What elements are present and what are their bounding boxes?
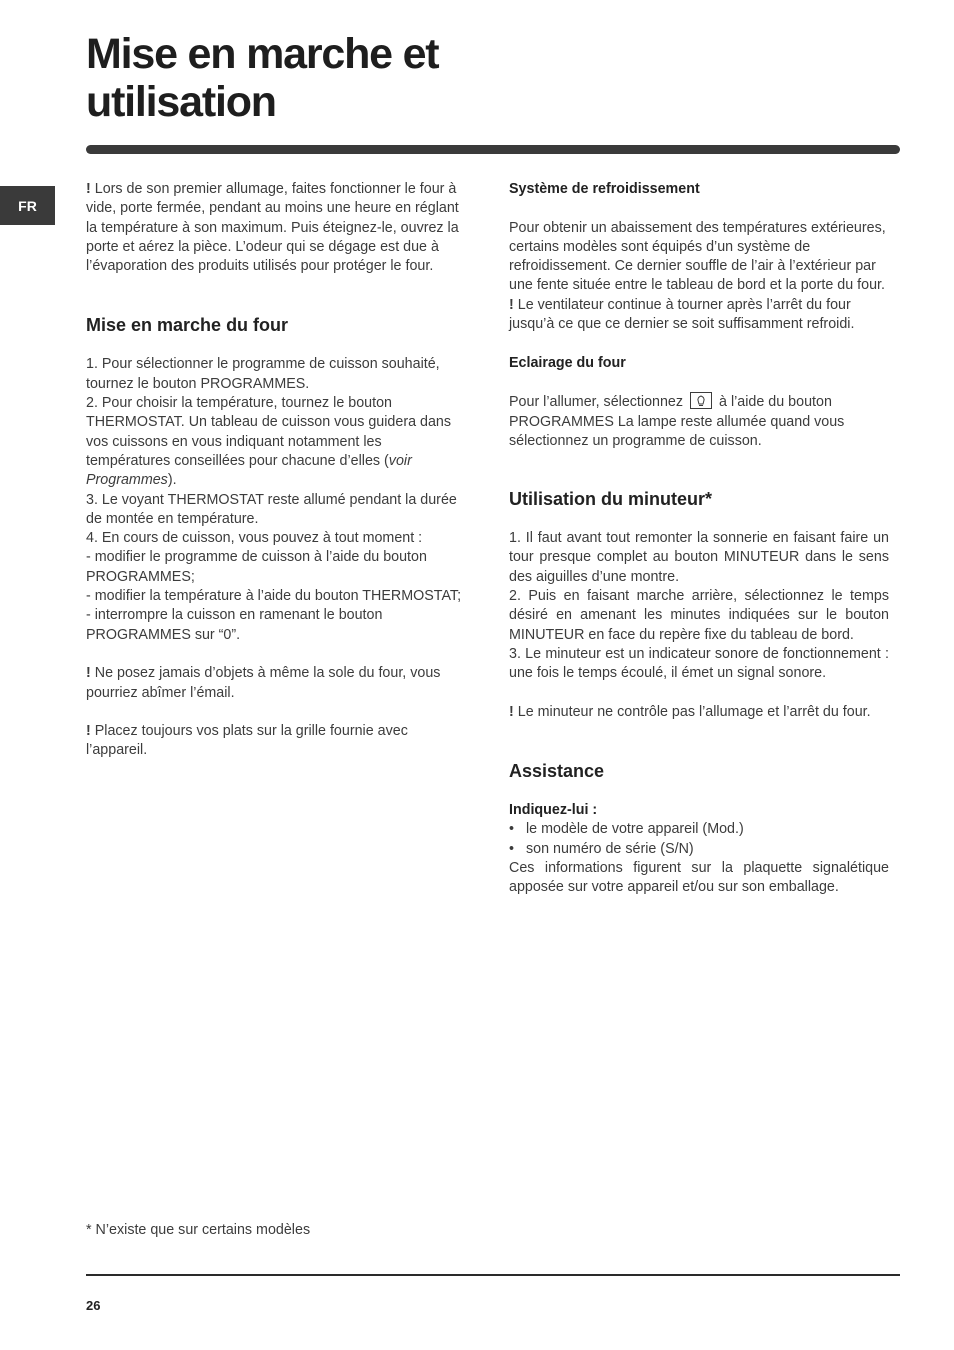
warning-sole-text: Ne posez jamais d’objets à même la sole du four, vous pourriez abîmer l’émail. [86,665,441,701]
right-column [509,180,889,898]
footnote: * N’existe que sur certains modèles [86,1222,311,1238]
step-2-end: ). [167,472,177,489]
light-text-end: à l’aide du bouton PROGRAMMES La lampe reste allumée quand vous sélectionnez un programme de cuisson. [509,394,845,449]
step-4: 4. En cours de cuisson, vous pouvez à tout moment : [86,530,423,547]
bullet-dot: • [509,821,515,838]
warning-mark: ! [86,181,91,197]
warning-mark: ! [86,723,91,740]
lamp-icon [690,392,712,409]
light-title: Eclairage du four [509,354,626,371]
step-3: 3. Le voyant THERMOSTAT reste allumé pendant la durée de montée en température. [86,491,457,527]
bullet-text: son numéro de série (S/N) [526,840,694,857]
cooling-title: Système de refroidissement [509,181,700,197]
assistance-bullet-serial [509,840,889,859]
timer-note [509,703,889,722]
assistance-bullet-model [509,820,889,839]
bottom-divider [86,1274,900,1276]
step-2 [86,394,466,490]
step-4-option-1: - modifier le programme de cuisson à l’aide du bouton PROGRAMMES; [86,549,427,585]
warning-mark: ! [509,296,514,313]
warning-mark: ! [509,703,514,720]
light-text [509,392,889,451]
warning-grille [86,722,466,761]
step-2-text: 2. Pour choisir la température, tournez le bouton THERMOSTAT. Un tableau de cuisson vous guidera dans vos cuissons en vous indiquant notamment les températures conseillées pour chacune d’elles ( [86,395,452,469]
bullet-dot: • [509,840,515,857]
step-2-reference: voir Programmes [86,452,412,489]
page-number: 26 [86,1298,101,1313]
cooling-text: Pour obtenir un abaissement des températures extérieures, certains modèles sont équipés d’un système de refroidissement. Ce dernier souffle de l’air à l’extérieur par une fente située entre le tableau de bord et la porte du four. [509,219,886,294]
assistance-subtitle: Indiquez-lui : [509,802,598,819]
language-tab: FR [0,186,55,225]
intro-text: Lors de son premier allumage, faites fonctionner le four à vide, porte fermée, pendant au moins une heure en réglant la température à son maximum. Puis éteignez-le, ouvrez la porte et aérez la pièce. L’odeur qui se dégage est due à l’évaporation des produits utilisés pour protéger le four. [86,181,459,275]
warning-mark: ! [86,665,91,682]
left-column [86,180,466,761]
assistance-text: Ces informations figurent sur la plaquette signalétique apposée sur votre appareil et/ou sur son emballage. [509,860,889,896]
bullet-text: le modèle de votre appareil (Mod.) [526,821,744,838]
timer-note-text: Le minuteur ne contrôle pas l’allumage et l’arrêt du four. [517,703,871,720]
warning-sole [86,664,466,703]
section-title-minuteur: Utilisation du minuteur* [509,489,713,510]
cooling-note-text: Le ventilateur continue à tourner après l’arrêt du four jusqu’à ce que ce dernier se soit suffisamment refroidi. [509,296,855,333]
light-text-start: Pour l’allumer, sélectionnez [509,394,684,411]
intro-paragraph [86,180,466,276]
warning-grille-text: Placez toujours vos plats sur la grille fournie avec l’appareil. [86,723,408,759]
section-title-assistance: Assistance [509,761,605,782]
timer-step-2: 2. Puis en faisant marche arrière, sélectionnez le temps désiré en amenant les minutes indiquées sur le bouton MINUTEUR en face du repère fixe du tableau de bord. [509,588,889,643]
step-4-option-2: - modifier la température à l’aide du bouton THERMOSTAT; [86,588,462,605]
timer-step-3: 3. Le minuteur est un indicateur sonore de fonctionnement : une fois le temps écoulé, il émet un signal sonore. [509,645,889,682]
step-1: 1. Pour sélectionner le programme de cuisson souhaité, tournez le bouton PROGRAMMES. [86,356,440,392]
timer-step-1: 1. Il faut avant tout remonter la sonnerie en faisant faire un tour presque complet au bouton MINUTEUR dans le sens des aiguilles d’une montre. [509,530,889,585]
cooling-note [509,296,889,335]
title-divider [86,145,900,154]
page-title: Mise en marche et utilisation [86,30,439,126]
step-4-option-3: - interrompre la cuisson en ramenant le bouton PROGRAMMES sur “0”. [86,607,383,643]
section-title-mise-en-marche: Mise en marche du four [86,315,289,336]
